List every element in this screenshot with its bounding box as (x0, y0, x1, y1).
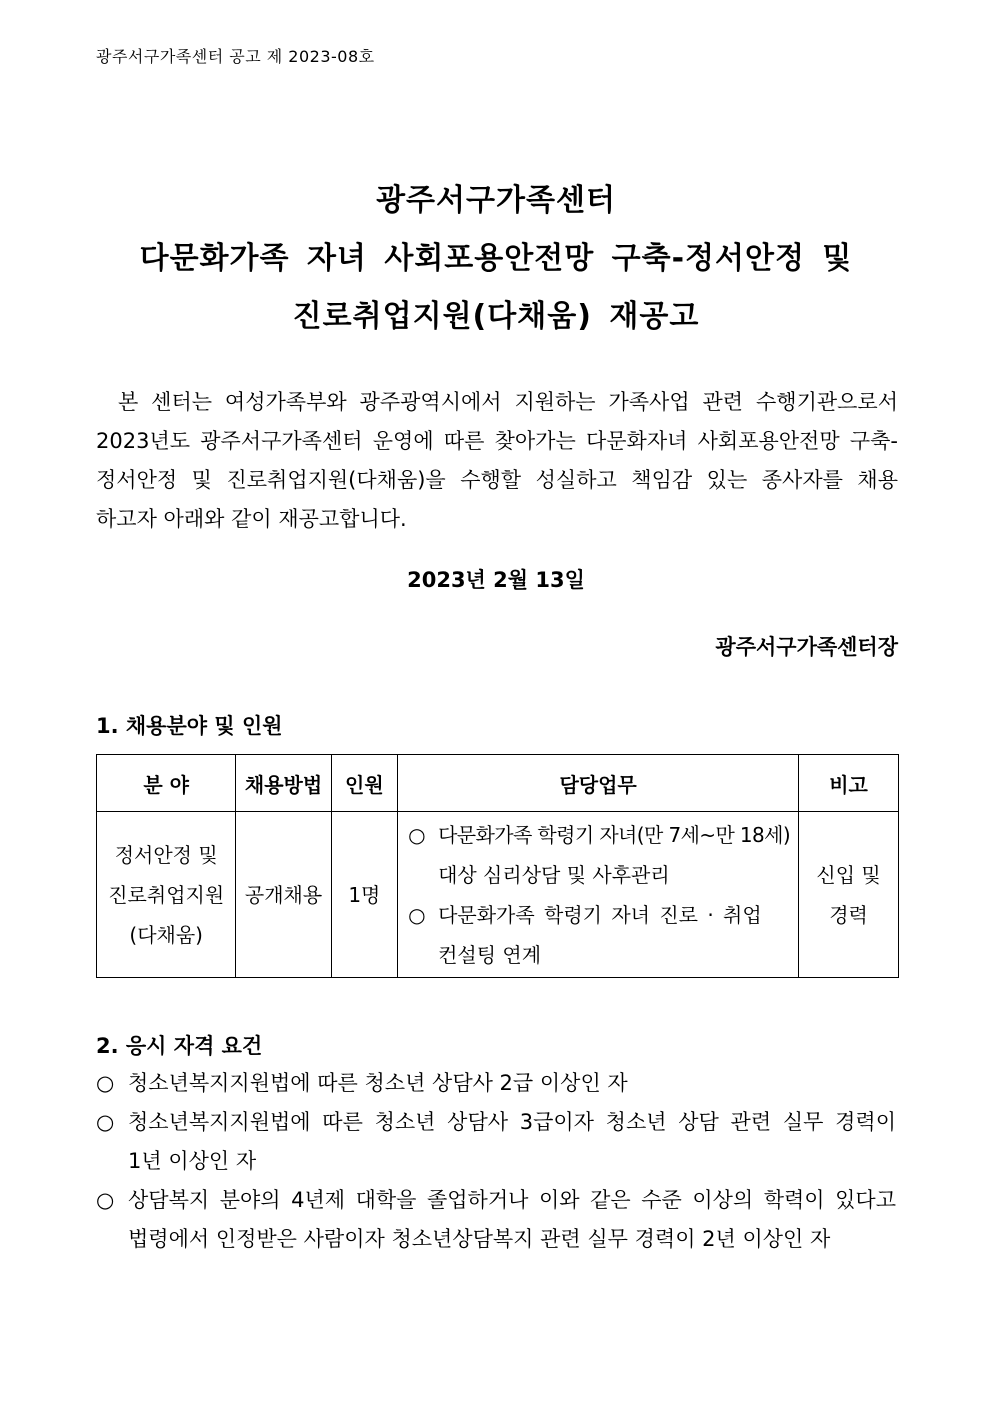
duty-1-line-1: 다문화가족 학령기 자녀(만 7세~만 18세) (438, 822, 791, 847)
table-header-row (97, 755, 899, 812)
duty-1-line-2: 대상 심리상담 및 사후관리 (438, 862, 670, 887)
qualification-2-line-1: 청소년복지지원법에 따른 청소년 상담사 3급이자 청소년 상담 관련 실무 경력이 (128, 1110, 896, 1134)
cell-field (97, 812, 236, 978)
field-line-3: (다채움) (129, 922, 203, 947)
qualification-3-line-2: 법령에서 인정받은 사람이자 청소년상담복지 관련 실무 경력이 2년 이상인 자 (128, 1227, 831, 1251)
section-2-heading: 2. 응시 자격 요건 (96, 1034, 263, 1058)
signer: 광주서구가족센터장 (715, 635, 898, 659)
document-title (0, 183, 992, 360)
qualification-item-3 (96, 1181, 896, 1259)
intro-line-3: 정서안정 및 진로취업지원(다채움)을 수행할 성실하고 책임감 있는 종사자를 채용 (96, 468, 898, 492)
title-line-1: 광주서구가족센터 (376, 183, 616, 218)
qualification-2-line-2: 1년 이상인 자 (128, 1149, 257, 1173)
title-line-2: 다문화가족 자녀 사회포용안전망 구축-정서안정 및 (139, 241, 853, 276)
qualification-3-line-1: 상담복지 분야의 4년제 대학을 졸업하거나 이와 같은 수준 이상의 학력이 있다고 (128, 1188, 896, 1212)
note-line-2: 경력 (829, 902, 868, 927)
field-line-2: 진로취업지원 (108, 882, 225, 907)
title-line-3: 진로취업지원(다채움) 재공고 (292, 299, 700, 334)
intro-line-4: 하고자 아래와 같이 재공고합니다. (96, 507, 407, 531)
qualification-item-2 (96, 1103, 896, 1181)
bullet-icon: ○ (408, 902, 426, 927)
bullet-icon: ○ (96, 1188, 115, 1212)
duty-2-line-2: 컨설팅 연계 (438, 942, 542, 967)
announcement-date: 2023년 2월 13일 (407, 568, 585, 592)
header-field: 분 야 (97, 755, 236, 812)
notice-number: 광주서구가족센터 공고 제 2023-08호 (96, 47, 375, 66)
cell-count: 1명 (331, 812, 397, 978)
bullet-icon: ○ (96, 1110, 115, 1134)
header-method: 채용방법 (236, 755, 331, 812)
cell-method: 공개채용 (236, 812, 331, 978)
cell-duty (398, 812, 799, 978)
recruitment-table (96, 754, 899, 978)
qualification-1-line-1: 청소년복지지원법에 따른 청소년 상담사 2급 이상인 자 (128, 1071, 628, 1095)
field-line-1: 정서안정 및 (114, 842, 218, 867)
intro-paragraph (96, 383, 898, 539)
header-duty: 담당업무 (398, 755, 799, 812)
header-count: 인원 (331, 755, 397, 812)
header-note: 비고 (799, 755, 899, 812)
duty-item-1 (398, 815, 798, 895)
qualification-item-1 (96, 1064, 896, 1103)
table-row (97, 812, 899, 978)
bullet-icon: ○ (408, 822, 426, 847)
intro-line-1: 본 센터는 여성가족부와 광주광역시에서 지원하는 가족사업 관련 수행기관으로서 (118, 390, 898, 414)
section-1-heading: 1. 채용분야 및 인원 (96, 714, 283, 738)
duty-2-line-1: 다문화가족 학령기 자녀 진로 · 취업 (438, 902, 762, 927)
note-line-1: 신입 및 (816, 862, 881, 887)
bullet-icon: ○ (96, 1071, 115, 1095)
cell-note (799, 812, 899, 978)
qualification-list (96, 1064, 896, 1259)
intro-line-2: 2023년도 광주서구가족센터 운영에 따른 찾아가는 다문화자녀 사회포용안전망 구축- (96, 429, 898, 453)
duty-item-2 (398, 895, 798, 975)
